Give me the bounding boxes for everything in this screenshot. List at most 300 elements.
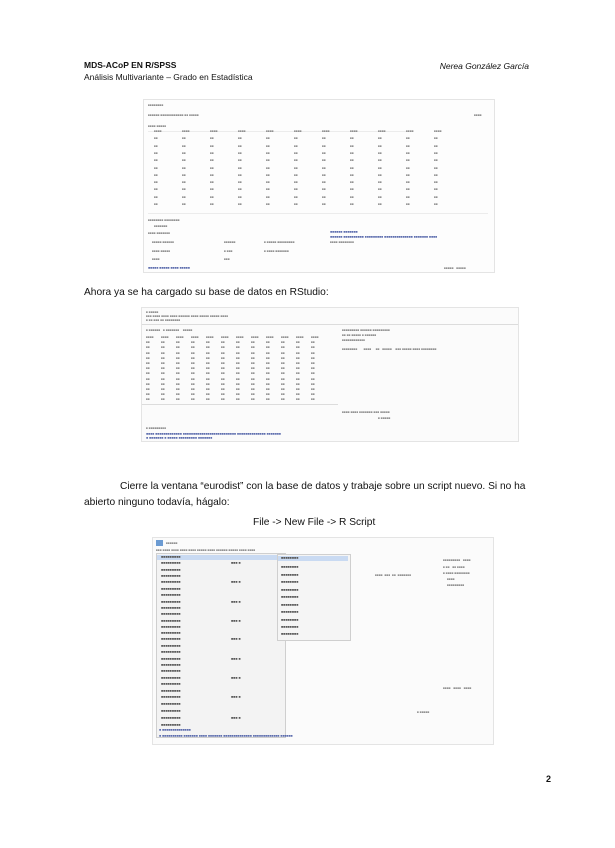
new-file-submenu-item[interactable]: ■■■■■■■■ — [281, 625, 299, 629]
viewer-cell: ■■ — [311, 366, 315, 371]
preview-cell: ■■ — [238, 150, 242, 155]
preview-cell: ■■ — [350, 165, 354, 170]
file-menu-item[interactable]: ■■■■■■■■■ — [161, 657, 181, 661]
viewer-cell: ■■ — [146, 345, 150, 350]
viewer-cell: ■■ — [311, 361, 315, 365]
preview-cell: ■■ — [238, 194, 242, 199]
viewer-cell: ■■ — [191, 345, 195, 350]
viewer-cell: ■■ — [221, 392, 225, 397]
preview-cell: ■■ — [378, 165, 382, 170]
preview-cell: ■■ — [378, 187, 382, 192]
viewer-cell: ■■ — [311, 392, 315, 397]
viewer-cell: ■■ — [191, 381, 195, 386]
preview-cell: ■■ — [238, 187, 242, 192]
preview-cell: ■■ — [434, 136, 438, 141]
viewer-cell: ■■ — [161, 376, 165, 381]
preview-cell: ■■■■ — [406, 129, 414, 133]
new-file-submenu-item[interactable]: ■■■■■■■■ — [281, 610, 299, 614]
preview-cell: ■■ — [350, 180, 354, 185]
viewer-cell: ■■ — [236, 376, 240, 381]
preview-cell: ■■ — [210, 165, 214, 170]
viewer-cell: ■■ — [266, 355, 270, 360]
preview-cell: ■■ — [322, 202, 326, 206]
preview-cell: ■■ — [294, 194, 298, 199]
file-menu-item[interactable]: ■■■■■■■■■ — [161, 568, 181, 572]
preview-cell: ■■ — [266, 172, 270, 177]
viewer-cell: ■■ — [146, 376, 150, 381]
viewer-cell: ■■ — [146, 397, 150, 402]
preview-cell: ■■ — [434, 165, 438, 170]
file-menu-item[interactable]: ■■■■■■■■■ — [161, 606, 181, 610]
viewer-cell: ■■ — [176, 340, 180, 345]
file-menu-item[interactable]: ■■■■■■■■■ — [161, 555, 181, 559]
preview-cell: ■■ — [350, 194, 354, 199]
preview-cell: ■■ — [378, 202, 382, 206]
viewer-cell: ■■ — [161, 392, 165, 397]
menu-shortcut: ■■■ ■ — [231, 716, 241, 720]
file-menu-item[interactable]: ■■■■■■■■■ — [161, 689, 181, 693]
file-menu-item[interactable]: ■■■■■■■■■ — [161, 702, 181, 706]
new-file-submenu-item[interactable]: ■■■■■■■■ — [281, 595, 299, 599]
viewer-cell: ■■ — [281, 397, 285, 402]
preview-cell: ■■ — [294, 202, 298, 206]
preview-cell: ■■ — [406, 150, 410, 155]
preview-cell: ■■ — [434, 180, 438, 185]
preview-cell: ■■ — [294, 136, 298, 141]
preview-cell: ■■ — [266, 143, 270, 148]
viewer-cell: ■■ — [161, 366, 165, 371]
viewer-cell: ■■ — [191, 387, 195, 391]
viewer-cell: ■■ — [221, 345, 225, 350]
preview-cell: ■■ — [434, 158, 438, 163]
preview-cell: ■■ — [322, 187, 326, 192]
preview-cell: ■■ — [378, 180, 382, 185]
preview-cell: ■■ — [210, 136, 214, 141]
viewer-cell: ■■ — [296, 345, 300, 350]
close-window-paragraph — [84, 479, 544, 511]
viewer-cell: ■■ — [296, 350, 300, 355]
preview-cell: ■■ — [210, 143, 214, 148]
viewer-cell: ■■ — [146, 350, 150, 355]
menu-shortcut: ■■■ ■ — [231, 657, 241, 661]
preview-cell: ■■ — [322, 180, 326, 185]
preview-cell: ■■ — [406, 180, 410, 185]
viewer-cell: ■■■■ — [311, 335, 319, 339]
viewer-cell: ■■ — [266, 361, 270, 365]
viewer-cell: ■■ — [236, 397, 240, 402]
file-menu-item[interactable]: ■■■■■■■■■ — [161, 580, 181, 584]
viewer-cell: ■■■■ — [206, 335, 214, 339]
viewer-cell: ■■ — [161, 355, 165, 360]
preview-cell: ■■ — [378, 172, 382, 177]
viewer-cell: ■■ — [146, 366, 150, 371]
preview-cell: ■■ — [434, 194, 438, 199]
preview-cell: ■■ — [406, 136, 410, 141]
preview-cell: ■■ — [266, 180, 270, 185]
preview-cell: ■■ — [350, 172, 354, 177]
preview-cell: ■■ — [322, 136, 326, 141]
viewer-cell: ■■ — [296, 340, 300, 345]
preview-cell: ■■ — [182, 143, 186, 148]
viewer-cell: ■■ — [251, 397, 255, 402]
file-menu-item[interactable]: ■■■■■■■■■ — [161, 716, 181, 720]
preview-cell: ■■ — [378, 136, 382, 141]
viewer-cell: ■■ — [296, 387, 300, 391]
preview-cell: ■■ — [350, 187, 354, 192]
preview-cell: ■■ — [154, 202, 158, 206]
page-number: 2 — [545, 774, 551, 784]
preview-cell: ■■ — [378, 143, 382, 148]
viewer-cell: ■■ — [221, 387, 225, 391]
viewer-cell: ■■ — [236, 340, 240, 345]
preview-cell: ■■ — [294, 165, 298, 170]
file-menu-item[interactable]: ■■■■■■■■■ — [161, 574, 181, 578]
viewer-cell: ■■ — [191, 340, 195, 345]
viewer-cell: ■■ — [221, 366, 225, 371]
viewer-cell: ■■ — [146, 340, 150, 345]
viewer-cell: ■■■■ — [266, 335, 274, 339]
preview-cell: ■■ — [182, 165, 186, 170]
viewer-cell: ■■ — [296, 361, 300, 365]
viewer-cell: ■■ — [176, 345, 180, 350]
viewer-cell: ■■ — [266, 387, 270, 391]
new-file-submenu-item[interactable]: ■■■■■■■■ — [281, 573, 299, 577]
preview-cell: ■■ — [266, 194, 270, 199]
viewer-cell: ■■ — [281, 340, 285, 345]
preview-cell: ■■■■ — [154, 129, 162, 133]
viewer-cell: ■■ — [296, 397, 300, 402]
preview-cell: ■■■■ — [182, 129, 190, 133]
preview-cell: ■■ — [406, 172, 410, 177]
viewer-cell: ■■ — [236, 350, 240, 355]
preview-cell: ■■■■ — [434, 129, 442, 133]
preview-cell: ■■ — [322, 143, 326, 148]
viewer-cell: ■■ — [221, 350, 225, 355]
preview-cell: ■■ — [294, 150, 298, 155]
viewer-cell: ■■ — [281, 376, 285, 381]
rstudio-loaded-screenshot: ■ ■■■■■ ■■■ ■■■■ ■■■■ ■■■■ ■■■■■■ ■■■■ ■■■■■ ■■■■■ ■■■■ ■ ■■ ■■■ ■■ ■■■■■■■■ ■ ■■■■■■ ■ ■■■■■■■ ■■■■■ ■■■■■■■■■ ■■■■■■ ■■■■■■■■■ ■■ ■■ ■■■■■ ■ ■■■■■■ ■■■■■■■■■■■■ ■■■■■■■■ ■■■■ ■■ ■■■■■ ■■■ ■■■■■ ■■■■ ■■■■■■■■ ■■■■ ■■■■ ■■■■ ■■■■ ■■■■ ■■■■ ■■■■ ■■■■ ■■■■ ■■■■ ■■■■ ■■■■ ■■ ■■ ■■ ■■ ■■ ■■ ■■ ■■ ■■ ■■ ■■ ■■ ■■ ■■ ■■ ■■ ■■ ■■ ■■ ■■ ■■ ■■ ■■ ■■ ■■ ■■ ■■ ■■ ■■ ■■ ■■ ■■ ■■ ■■ ■■ ■■ ■■ ■■ ■■ ■■ ■■ ■■ ■■ ■■ ■■ ■■ ■■ ■■ ■■ ■■ ■■ ■■ ■■ ■■ ■■ ■■ ■■ ■■ ■■ ■■ ■■ ■■ ■■ ■■ ■■ ■■ ■■ ■■ ■■ ■■ ■■ ■■ ■■ ■■ ■■ ■■ ■■ ■■ ■■ ■■ ■■ ■■ ■■ ■■ ■■ ■■ ■■ ■■ ■■ ■■ ■■ ■■ ■■ ■■ ■■ ■■ ■■ ■■ ■■ ■■ ■■ ■■ ■■ ■■ ■■ ■■ ■■ ■■ ■■ ■■ ■■ ■■ ■■ ■■ ■■ ■■ ■■ ■■ ■■ ■■ ■■ ■■ ■■ ■■ ■■ ■■ ■■ ■■ ■■ ■■ ■■ ■■ ■■ ■■ ■■ ■■ ■■ ■■ ■■ ■■ ■■ ■■ ■■ ■■ ■■■■ ■■■■ ■■■■■■■ ■■■ ■■■■■ ■ ■■■■■ ■ ■■■■■■■■■ ■■■■ ■■■■■■■■■■■■■ ■■■■■■■■■■■■■■■■■■■■■■■■■■ ■■■■■■■■■■■■■■ ■■■■■■■ ■ ■■■■■■■ ■ ■■■■■ ■■■■■■■■■ ■■■■■■■ — [141, 307, 519, 442]
viewer-cell: ■■ — [176, 366, 180, 371]
viewer-cell: ■■ — [311, 340, 315, 345]
viewer-cell: ■■ — [176, 350, 180, 355]
preview-cell: ■■ — [210, 187, 214, 192]
file-menu-item[interactable]: ■■■■■■■■■ — [161, 669, 181, 673]
preview-cell: ■■ — [182, 136, 186, 141]
viewer-cell: ■■ — [206, 376, 210, 381]
preview-cell: ■■ — [322, 194, 326, 199]
preview-cell: ■■■■ — [238, 129, 246, 133]
preview-cell: ■■ — [210, 150, 214, 155]
file-menu-item[interactable]: ■■■■■■■■■ — [161, 612, 181, 616]
viewer-cell: ■■ — [266, 381, 270, 386]
viewer-cell: ■■ — [281, 350, 285, 355]
viewer-cell: ■■ — [251, 366, 255, 371]
preview-cell: ■■■■ — [378, 129, 386, 133]
preview-cell: ■■ — [182, 180, 186, 185]
file-menu-item[interactable]: ■■■■■■■■■ — [161, 625, 181, 629]
file-menu-item[interactable]: ■■■■■■■■■ — [161, 709, 181, 713]
viewer-cell: ■■ — [266, 366, 270, 371]
viewer-cell: ■■ — [236, 355, 240, 360]
viewer-cell: ■■ — [161, 381, 165, 386]
viewer-cell: ■■ — [221, 355, 225, 360]
preview-cell: ■■ — [294, 158, 298, 163]
viewer-cell: ■■ — [266, 371, 270, 376]
preview-cell: ■■ — [434, 202, 438, 206]
viewer-cell: ■■ — [236, 345, 240, 350]
viewer-cell: ■■ — [251, 350, 255, 355]
viewer-cell: ■■ — [266, 397, 270, 402]
viewer-cell: ■■ — [311, 371, 315, 376]
preview-cell: ■■■■ — [294, 129, 302, 133]
preview-cell: ■■ — [154, 136, 158, 141]
preview-cell: ■■ — [434, 143, 438, 148]
viewer-cell: ■■ — [176, 376, 180, 381]
preview-cell: ■■ — [154, 194, 158, 199]
file-menu-item[interactable]: ■■■■■■■■■ — [161, 695, 181, 699]
viewer-cell: ■■ — [206, 397, 210, 402]
preview-cell: ■■ — [266, 202, 270, 206]
viewer-cell: ■■ — [281, 361, 285, 365]
viewer-cell: ■■ — [206, 345, 210, 350]
file-menu-item[interactable]: ■■■■■■■■■ — [161, 587, 181, 591]
viewer-cell: ■■ — [221, 361, 225, 365]
viewer-cell: ■■ — [161, 387, 165, 391]
author-name: Nerea González García — [439, 61, 529, 71]
viewer-cell: ■■ — [221, 340, 225, 345]
preview-cell: ■■ — [406, 165, 410, 170]
viewer-cell: ■■ — [251, 392, 255, 397]
preview-cell: ■■ — [294, 172, 298, 177]
viewer-cell: ■■ — [176, 387, 180, 391]
viewer-cell: ■■ — [161, 361, 165, 365]
preview-cell: ■■ — [182, 172, 186, 177]
preview-cell: ■■ — [406, 158, 410, 163]
viewer-cell: ■■ — [296, 371, 300, 376]
menu-shortcut: ■■■ ■ — [231, 619, 241, 623]
course-line: MDS-ACoP EN R/SPSS — [84, 60, 177, 70]
viewer-cell: ■■ — [251, 381, 255, 386]
preview-cell: ■■■■ — [322, 129, 330, 133]
preview-cell: ■■■■ — [266, 129, 274, 133]
preview-cell: ■■ — [350, 143, 354, 148]
preview-cell: ■■ — [434, 150, 438, 155]
viewer-cell: ■■■■ — [191, 335, 199, 339]
preview-cell: ■■ — [294, 187, 298, 192]
preview-cell: ■■ — [210, 194, 214, 199]
preview-cell: ■■ — [294, 180, 298, 185]
viewer-cell: ■■ — [161, 345, 165, 350]
viewer-cell: ■■ — [191, 350, 195, 355]
file-menu-item[interactable]: ■■■■■■■■■ — [161, 600, 181, 604]
preview-cell: ■■ — [406, 143, 410, 148]
viewer-cell: ■■ — [146, 361, 150, 365]
file-menu-item[interactable]: ■■■■■■■■■ — [161, 631, 181, 635]
new-file-submenu-item[interactable]: ■■■■■■■■ — [281, 565, 299, 569]
viewer-cell: ■■ — [221, 397, 225, 402]
rstudio-new-file-screenshot: ■■■■■■ ■■■ ■■■■ ■■■■ ■■■■ ■■■■ ■■■■■ ■■■■ ■■■■■■ ■■■■■ ■■■■ ■■■■ ■■■■■■■■■ ■■■■■■■■■ ■■■ ■ ■■■■■■■■■ ■■■■■■■■■ ■■■■■■■■■ ■■■ ■ ■■■■■■■■■ ■■■■■■■■■ ■■■■■■■■■ ■■■ ■ ■■■■■■■■■ ■■■■■■■■■ ■■■■■■■■■ ■■■ ■ ■■■■■■■■■ ■■■■■■■■■ ■■■■■■■■■ ■■■ ■ ■■■■■■■■■ ■■■■■■■■■ ■■■■■■■■■ ■■■ ■ ■■■■■■■■■ ■■■■■■■■■ ■■■■■■■■■ ■■■ ■ ■■■■■■■■■ ■■■■■■■■■ ■■■■■■■■■ ■■■ ■ ■■■■■■■■■ ■■■■■■■■■ ■■■■■■■■■ ■■■ ■ ■■■■■■■■■ ■■■■■■■■ ■■■■■■■■ ■■■■■■■■ ■■■■■■■■ ■■■■■■■■ ■■■■■■■■ ■■■■■■■■ ■■■■■■■■ ■■■■■■■■ ■■■■■■■■ ■■■■■■■■ ■■■■■■■■■ ■■■■ ■ ■■ ■■ ■■■■ ■ ■■■■ ■■■■■■■■ ■■■■ ■■■■■■■■■ ■■■■ ■■■ ■■ ■■■■■■■ ■■■■ ■■■■ ■■■■ ■ ■■■■■ ■ ■■■■■■■■■■■■■■ ■ ■■■■■■■■■■ ■■■■■■■ ■■■■ ■■■■■■■ ■■■■■■■■■■■■■■ ■■■■■■■■■■■■■ ■■■■■■ — [152, 537, 494, 745]
viewer-cell: ■■ — [161, 397, 165, 402]
viewer-cell: ■■ — [206, 355, 210, 360]
viewer-cell: ■■ — [266, 345, 270, 350]
viewer-cell: ■■ — [236, 387, 240, 391]
preview-cell: ■■ — [434, 187, 438, 192]
preview-cell: ■■ — [182, 150, 186, 155]
viewer-cell: ■■ — [236, 361, 240, 365]
preview-cell: ■■ — [154, 180, 158, 185]
viewer-cell: ■■ — [206, 361, 210, 365]
viewer-cell: ■■ — [311, 376, 315, 381]
file-menu-item[interactable]: ■■■■■■■■■ — [161, 682, 181, 686]
viewer-cell: ■■ — [146, 381, 150, 386]
viewer-cell: ■■ — [176, 381, 180, 386]
viewer-cell: ■■ — [176, 392, 180, 397]
file-menu-item[interactable]: ■■■■■■■■■ — [161, 644, 181, 648]
viewer-cell: ■■ — [146, 371, 150, 376]
viewer-cell: ■■ — [266, 392, 270, 397]
viewer-cell: ■■ — [206, 340, 210, 345]
menu-shortcut: ■■■ ■ — [231, 676, 241, 680]
preview-cell: ■■ — [266, 187, 270, 192]
new-file-submenu-item[interactable]: ■■■■■■■■ — [281, 618, 299, 622]
viewer-cell: ■■ — [251, 376, 255, 381]
preview-cell: ■■ — [182, 158, 186, 163]
preview-cell: ■■ — [406, 187, 410, 192]
viewer-cell: ■■ — [236, 392, 240, 397]
menu-shortcut: ■■■ ■ — [231, 561, 241, 565]
viewer-cell: ■■ — [176, 355, 180, 360]
import-dataset-screenshot: ■■■■■■■■ ■■■■■■ ■■■■■■■■■■■■ ■■ ■■■■■ ■■■■ ■■■■ ■■■■■ ■■■■ ■■■■ ■■■■ ■■■■ ■■■■ ■■■■ ■■■■ ■■■■ ■■■■ ■■■■ ■■■■ ■■ ■■ ■■ ■■ ■■ ■■ ■■ ■■ ■■ ■■ ■■ ■■ ■■ ■■ ■■ ■■ ■■ ■■ ■■ ■■ ■■ ■■ ■■ ■■ ■■ ■■ ■■ ■■ ■■ ■■ ■■ ■■ ■■ ■■ ■■ ■■ ■■ ■■ ■■ ■■ ■■ ■■ ■■ ■■ ■■ ■■ ■■ ■■ ■■ ■■ ■■ ■■ ■■ ■■ ■■ ■■ ■■ ■■ ■■ ■■ ■■ ■■ ■■ ■■ ■■ ■■ ■■ ■■ ■■ ■■ ■■ ■■ ■■ ■■ ■■ ■■ ■■ ■■ ■■ ■■ ■■ ■■ ■■ ■■ ■■ ■■ ■■ ■■ ■■ ■■ ■■ ■■ ■■ ■■ ■■ ■■ ■■ ■■ ■■ ■■ ■■ ■■ ■■ ■■ ■■ ■■ ■■ ■■ ■■ ■■ ■■■■■■■■ ■■■■■■■■ ■■■■■■■ ■■■■ ■■■■■■■ ■■■■■ ■■■■■■ ■■■■■■ ■ ■■■■■ ■■■■■■■■■ ■■■■■■ ■■■■■■■ ■■■■■■ ■■■■■■■■■■ ■■■■■■■■■ ■■■■■■■■■■■■■■ ■■■■■■■ ■■■■ ■■■■ ■■■■■■■■ ■■■■ ■■■■■ ■ ■■■ ■ ■■■■ ■■■■■■■ ■■■■ ■■■ ■■■■■ ■■■■■ ■■■■ ■■■■■ ■■■■■ ■■■■■ — [143, 99, 495, 273]
viewer-cell: ■■ — [281, 371, 285, 376]
file-menu-item[interactable]: ■■■■■■■■■ — [161, 676, 181, 680]
preview-cell: ■■ — [238, 172, 242, 177]
preview-cell: ■■ — [266, 150, 270, 155]
viewer-cell: ■■■■ — [251, 335, 259, 339]
preview-cell: ■■ — [154, 187, 158, 192]
document-header — [84, 59, 253, 83]
preview-cell: ■■ — [154, 143, 158, 148]
viewer-cell: ■■ — [176, 371, 180, 376]
preview-cell: ■■ — [210, 180, 214, 185]
viewer-cell: ■■■■ — [281, 335, 289, 339]
viewer-cell: ■■■■ — [221, 335, 229, 339]
viewer-cell: ■■ — [251, 345, 255, 350]
file-menu-item[interactable]: ■■■■■■■■■ — [161, 723, 181, 727]
rstudio-icon — [156, 540, 163, 546]
viewer-cell: ■■ — [206, 392, 210, 397]
viewer-cell: ■■ — [266, 376, 270, 381]
preview-cell: ■■ — [378, 150, 382, 155]
viewer-cell: ■■ — [176, 397, 180, 402]
viewer-cell: ■■■■ — [236, 335, 244, 339]
viewer-cell: ■■ — [191, 361, 195, 365]
viewer-cell: ■■ — [281, 392, 285, 397]
loaded-paragraph: Ahora ya se ha cargado su base de datos en RStudio: — [84, 287, 329, 298]
file-menu-item[interactable]: ■■■■■■■■■ — [161, 637, 181, 641]
viewer-cell: ■■ — [191, 366, 195, 371]
preview-cell: ■■ — [154, 165, 158, 170]
file-menu-item[interactable]: ■■■■■■■■■ — [161, 663, 181, 667]
close-window-text: Cierre la ventana “eurodist” con la base de datos y trabaje sobre un script nuevo. Si no ha abierto ninguno todavía, hágalo: — [84, 481, 526, 508]
viewer-cell: ■■ — [206, 371, 210, 376]
viewer-cell: ■■ — [251, 340, 255, 345]
file-menu-item[interactable]: ■■■■■■■■■ — [161, 561, 181, 565]
viewer-cell: ■■ — [311, 387, 315, 391]
viewer-cell: ■■ — [266, 340, 270, 345]
menu-path-text: File -> New File -> R Script — [253, 517, 376, 528]
preview-cell: ■■ — [238, 136, 242, 141]
viewer-cell: ■■ — [236, 366, 240, 371]
preview-cell: ■■ — [238, 143, 242, 148]
preview-cell: ■■ — [210, 158, 214, 163]
viewer-cell: ■■ — [146, 355, 150, 360]
preview-cell: ■■ — [266, 136, 270, 141]
file-menu-item[interactable]: ■■■■■■■■■ — [161, 619, 181, 623]
preview-cell: ■■ — [434, 172, 438, 177]
viewer-cell: ■■ — [296, 381, 300, 386]
new-file-submenu-item[interactable]: ■■■■■■■■ — [281, 588, 299, 592]
preview-cell: ■■ — [154, 150, 158, 155]
file-menu-item[interactable]: ■■■■■■■■■ — [161, 593, 181, 597]
viewer-cell: ■■ — [311, 345, 315, 350]
viewer-cell: ■■ — [176, 361, 180, 365]
preview-cell: ■■■■ — [350, 129, 358, 133]
viewer-cell: ■■ — [311, 397, 315, 402]
preview-cell: ■■ — [350, 158, 354, 163]
preview-cell: ■■ — [294, 143, 298, 148]
viewer-cell: ■■ — [146, 392, 150, 397]
viewer-cell: ■■ — [281, 387, 285, 391]
viewer-cell: ■■ — [161, 371, 165, 376]
viewer-cell: ■■ — [296, 392, 300, 397]
viewer-cell: ■■ — [236, 371, 240, 376]
viewer-cell: ■■ — [191, 355, 195, 360]
preview-cell: ■■ — [406, 194, 410, 199]
viewer-cell: ■■ — [311, 350, 315, 355]
preview-cell: ■■ — [350, 150, 354, 155]
preview-cell: ■■ — [378, 158, 382, 163]
viewer-cell: ■■ — [206, 387, 210, 391]
preview-cell: ■■ — [322, 158, 326, 163]
new-file-submenu-item[interactable]: ■■■■■■■■ — [281, 580, 299, 584]
viewer-cell: ■■■■ — [176, 335, 184, 339]
preview-cell: ■■ — [154, 172, 158, 177]
preview-cell: ■■ — [266, 158, 270, 163]
viewer-cell: ■■ — [281, 381, 285, 386]
viewer-cell: ■■■■ — [146, 335, 154, 339]
preview-cell: ■■ — [266, 165, 270, 170]
new-file-submenu-item[interactable]: ■■■■■■■■ — [281, 556, 299, 560]
viewer-cell: ■■ — [161, 350, 165, 355]
viewer-cell: ■■ — [206, 366, 210, 371]
menu-shortcut: ■■■ ■ — [231, 600, 241, 604]
new-file-submenu-item[interactable]: ■■■■■■■■ — [281, 632, 299, 636]
preview-cell: ■■ — [350, 136, 354, 141]
viewer-cell: ■■ — [221, 376, 225, 381]
file-menu-item[interactable]: ■■■■■■■■■ — [161, 650, 181, 654]
preview-cell: ■■ — [238, 158, 242, 163]
viewer-cell: ■■ — [236, 381, 240, 386]
menu-shortcut: ■■■ ■ — [231, 580, 241, 584]
viewer-cell: ■■ — [221, 381, 225, 386]
preview-cell: ■■ — [378, 194, 382, 199]
viewer-cell: ■■ — [251, 387, 255, 391]
preview-cell: ■■ — [350, 202, 354, 206]
new-file-submenu-item[interactable]: ■■■■■■■■ — [281, 603, 299, 607]
preview-cell: ■■ — [210, 172, 214, 177]
viewer-cell: ■■ — [191, 392, 195, 397]
preview-cell: ■■ — [322, 165, 326, 170]
